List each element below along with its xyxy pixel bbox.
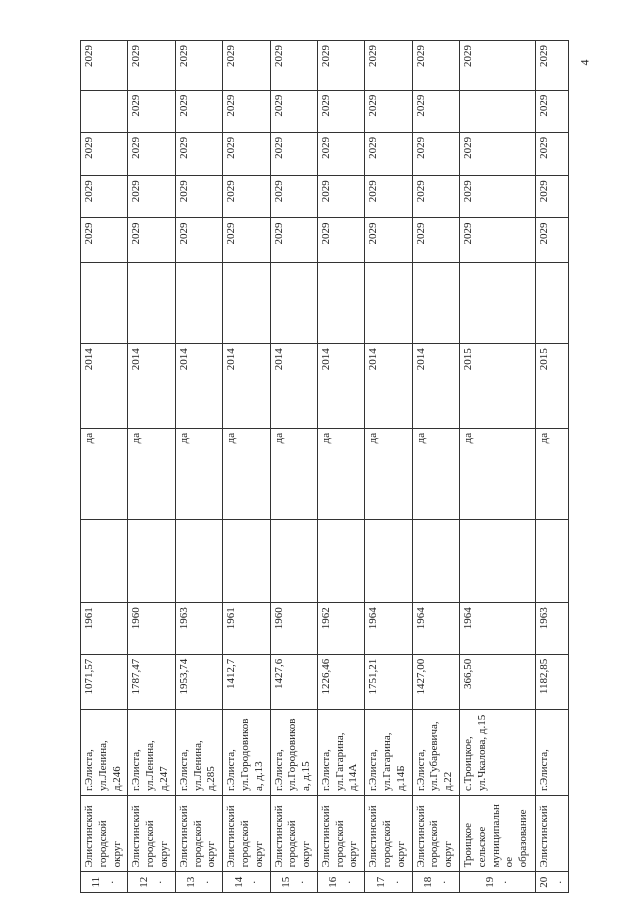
plan-year-cell: 2029 bbox=[175, 218, 222, 262]
row-number: 19. bbox=[460, 872, 536, 893]
year-cell: 2014 bbox=[128, 344, 175, 429]
municipality-cell: Элистинский городской округ bbox=[317, 796, 364, 872]
plan-year-cell: 2029 bbox=[460, 218, 536, 262]
table-row bbox=[223, 41, 270, 893]
empty-cell bbox=[460, 519, 536, 603]
flag-cell: да bbox=[81, 428, 128, 519]
empty-cell bbox=[365, 519, 412, 603]
plan-year-cell: 2029 bbox=[412, 176, 459, 218]
plan-year-cell: 2029 bbox=[317, 176, 364, 218]
address-cell: г.Элиста, ул.Гагарина, д.14Б bbox=[365, 710, 412, 796]
page-number: 4 bbox=[577, 59, 592, 66]
year-cell: 2015 bbox=[460, 344, 536, 429]
blank-cell bbox=[365, 262, 412, 343]
plan-year-cell: 2029 bbox=[81, 132, 128, 175]
flag-cell: да bbox=[460, 428, 536, 519]
plan-year-cell: 2029 bbox=[175, 41, 222, 91]
address-cell: г.Элиста, ул.Городовикова, д.15 bbox=[270, 710, 317, 796]
address-cell: г.Элиста, ул.Ленина, д.247 bbox=[128, 710, 175, 796]
area-cell: 1412,7 bbox=[223, 654, 270, 710]
area-cell: 1787,47 bbox=[128, 654, 175, 710]
year-cell: 2014 bbox=[317, 344, 364, 429]
year-cell: 2014 bbox=[270, 344, 317, 429]
plan-year-cell: 2029 bbox=[270, 90, 317, 132]
plan-year-cell: 2029 bbox=[81, 176, 128, 218]
plan-year-cell: 2029 bbox=[535, 132, 568, 175]
table-row bbox=[460, 41, 536, 893]
plan-year-cell: 2029 bbox=[175, 90, 222, 132]
plan-year-cell: 2029 bbox=[365, 218, 412, 262]
table-row bbox=[535, 41, 568, 893]
flag-cell: да bbox=[175, 428, 222, 519]
table-body bbox=[81, 41, 569, 893]
plan-year-cell: 2029 bbox=[317, 90, 364, 132]
empty-cell bbox=[270, 519, 317, 603]
row-number: 16. bbox=[317, 872, 364, 893]
year-built-cell: 1962 bbox=[317, 603, 364, 655]
year-cell: 2014 bbox=[81, 344, 128, 429]
row-number: 17. bbox=[365, 872, 412, 893]
plan-year-cell: 2029 bbox=[317, 132, 364, 175]
municipality-cell: Элистинский городской округ bbox=[128, 796, 175, 872]
year-cell: 2014 bbox=[175, 344, 222, 429]
blank-cell bbox=[412, 262, 459, 343]
municipality-cell: Элистинский городской округ bbox=[223, 796, 270, 872]
year-built-cell: 1964 bbox=[412, 603, 459, 655]
plan-year-cell: 2029 bbox=[535, 218, 568, 262]
blank-cell bbox=[81, 262, 128, 343]
table-row bbox=[412, 41, 459, 893]
plan-year-cell: 2029 bbox=[460, 132, 536, 175]
plan-year-cell: 2029 bbox=[270, 41, 317, 91]
plan-year-cell: 2029 bbox=[365, 132, 412, 175]
plan-year-cell bbox=[460, 90, 536, 132]
table-row bbox=[81, 41, 128, 893]
area-cell: 1953,74 bbox=[175, 654, 222, 710]
plan-year-cell: 2029 bbox=[317, 218, 364, 262]
area-cell: 1427,00 bbox=[412, 654, 459, 710]
year-built-cell: 1964 bbox=[365, 603, 412, 655]
year-built-cell: 1963 bbox=[535, 603, 568, 655]
plan-year-cell: 2029 bbox=[223, 218, 270, 262]
plan-year-cell: 2029 bbox=[460, 41, 536, 91]
empty-cell bbox=[535, 519, 568, 603]
row-number: 18. bbox=[412, 872, 459, 893]
row-number: 15. bbox=[270, 872, 317, 893]
row-number: 11. bbox=[81, 872, 128, 893]
year-built-cell: 1963 bbox=[175, 603, 222, 655]
empty-cell bbox=[175, 519, 222, 603]
area-cell: 1751,21 bbox=[365, 654, 412, 710]
year-cell: 2014 bbox=[365, 344, 412, 429]
flag-cell: да bbox=[535, 428, 568, 519]
municipality-cell: Троицкое сельское муниципальное образование bbox=[460, 796, 536, 872]
blank-cell bbox=[460, 262, 536, 343]
plan-year-cell: 2029 bbox=[270, 218, 317, 262]
table-row bbox=[365, 41, 412, 893]
address-cell: г.Элиста, bbox=[535, 710, 568, 796]
blank-cell bbox=[223, 262, 270, 343]
table-row bbox=[317, 41, 364, 893]
plan-year-cell: 2029 bbox=[175, 176, 222, 218]
address-cell: г.Элиста, ул.Ленина, д.285 bbox=[175, 710, 222, 796]
municipality-cell: Элистинский городской округ bbox=[412, 796, 459, 872]
flag-cell: да bbox=[317, 428, 364, 519]
plan-year-cell: 2029 bbox=[223, 90, 270, 132]
plan-year-cell: 2029 bbox=[412, 132, 459, 175]
table-row bbox=[128, 41, 175, 893]
plan-year-cell: 2029 bbox=[365, 90, 412, 132]
plan-year-cell: 2029 bbox=[270, 176, 317, 218]
blank-cell bbox=[270, 262, 317, 343]
municipality-cell: Элистинский городской округ bbox=[365, 796, 412, 872]
address-cell: с.Троицкое, ул.Чкалова, д.15 bbox=[460, 710, 536, 796]
flag-cell: да bbox=[412, 428, 459, 519]
address-cell: г.Элиста, ул.Ленина, д.246 bbox=[81, 710, 128, 796]
plan-year-cell: 2029 bbox=[270, 132, 317, 175]
blank-cell bbox=[317, 262, 364, 343]
plan-year-cell: 2029 bbox=[128, 218, 175, 262]
area-cell: 1071,57 bbox=[81, 654, 128, 710]
plan-year-cell: 2029 bbox=[223, 41, 270, 91]
empty-cell bbox=[81, 519, 128, 603]
year-built-cell: 1961 bbox=[81, 603, 128, 655]
row-number: 12. bbox=[128, 872, 175, 893]
municipality-cell: Элистинский bbox=[535, 796, 568, 872]
empty-cell bbox=[223, 519, 270, 603]
plan-year-cell: 2029 bbox=[128, 176, 175, 218]
address-cell: г.Элиста, ул.Гагарина, д.14А bbox=[317, 710, 364, 796]
plan-year-cell: 2029 bbox=[223, 176, 270, 218]
plan-year-cell: 2029 bbox=[412, 90, 459, 132]
empty-cell bbox=[412, 519, 459, 603]
area-cell: 366,50 bbox=[460, 654, 536, 710]
blank-cell bbox=[128, 262, 175, 343]
blank-cell bbox=[535, 262, 568, 343]
plan-year-cell: 2029 bbox=[460, 176, 536, 218]
rotated-table-wrapper bbox=[80, 40, 569, 893]
year-built-cell: 1964 bbox=[460, 603, 536, 655]
plan-year-cell: 2029 bbox=[535, 41, 568, 91]
area-cell: 1427,6 bbox=[270, 654, 317, 710]
year-built-cell: 1960 bbox=[128, 603, 175, 655]
plan-year-cell: 2029 bbox=[412, 41, 459, 91]
blank-cell bbox=[175, 262, 222, 343]
plan-year-cell: 2029 bbox=[81, 41, 128, 91]
plan-year-cell: 2029 bbox=[535, 176, 568, 218]
address-cell: г.Элиста, ул.Губаревича, д.22 bbox=[412, 710, 459, 796]
year-cell: 2014 bbox=[412, 344, 459, 429]
municipality-cell: Элистинский городской округ bbox=[81, 796, 128, 872]
plan-year-cell: 2029 bbox=[317, 41, 364, 91]
year-cell: 2014 bbox=[223, 344, 270, 429]
plan-year-cell: 2029 bbox=[128, 132, 175, 175]
plan-year-cell: 2029 bbox=[412, 218, 459, 262]
flag-cell: да bbox=[270, 428, 317, 519]
year-built-cell: 1961 bbox=[223, 603, 270, 655]
area-cell: 1182,85 bbox=[535, 654, 568, 710]
row-number: 13. bbox=[175, 872, 222, 893]
plan-year-cell: 2029 bbox=[81, 218, 128, 262]
plan-year-cell: 2029 bbox=[365, 176, 412, 218]
flag-cell: да bbox=[365, 428, 412, 519]
plan-year-cell: 2029 bbox=[128, 41, 175, 91]
table-row bbox=[175, 41, 222, 893]
year-built-cell: 1960 bbox=[270, 603, 317, 655]
row-number: 20. bbox=[535, 872, 568, 893]
area-cell: 1226,46 bbox=[317, 654, 364, 710]
municipality-cell: Элистинский городской округ bbox=[175, 796, 222, 872]
plan-year-cell: 2029 bbox=[535, 90, 568, 132]
plan-year-cell: 2029 bbox=[128, 90, 175, 132]
flag-cell: да bbox=[223, 428, 270, 519]
empty-cell bbox=[317, 519, 364, 603]
plan-year-cell: 2029 bbox=[175, 132, 222, 175]
year-cell: 2015 bbox=[535, 344, 568, 429]
row-number: 14. bbox=[223, 872, 270, 893]
housing-table bbox=[80, 40, 569, 893]
plan-year-cell: 2029 bbox=[223, 132, 270, 175]
municipality-cell: Элистинский городской округ bbox=[270, 796, 317, 872]
plan-year-cell bbox=[81, 90, 128, 132]
plan-year-cell: 2029 bbox=[365, 41, 412, 91]
flag-cell: да bbox=[128, 428, 175, 519]
address-cell: г.Элиста, ул.Городовикова, д.13 bbox=[223, 710, 270, 796]
empty-cell bbox=[128, 519, 175, 603]
table-row bbox=[270, 41, 317, 893]
